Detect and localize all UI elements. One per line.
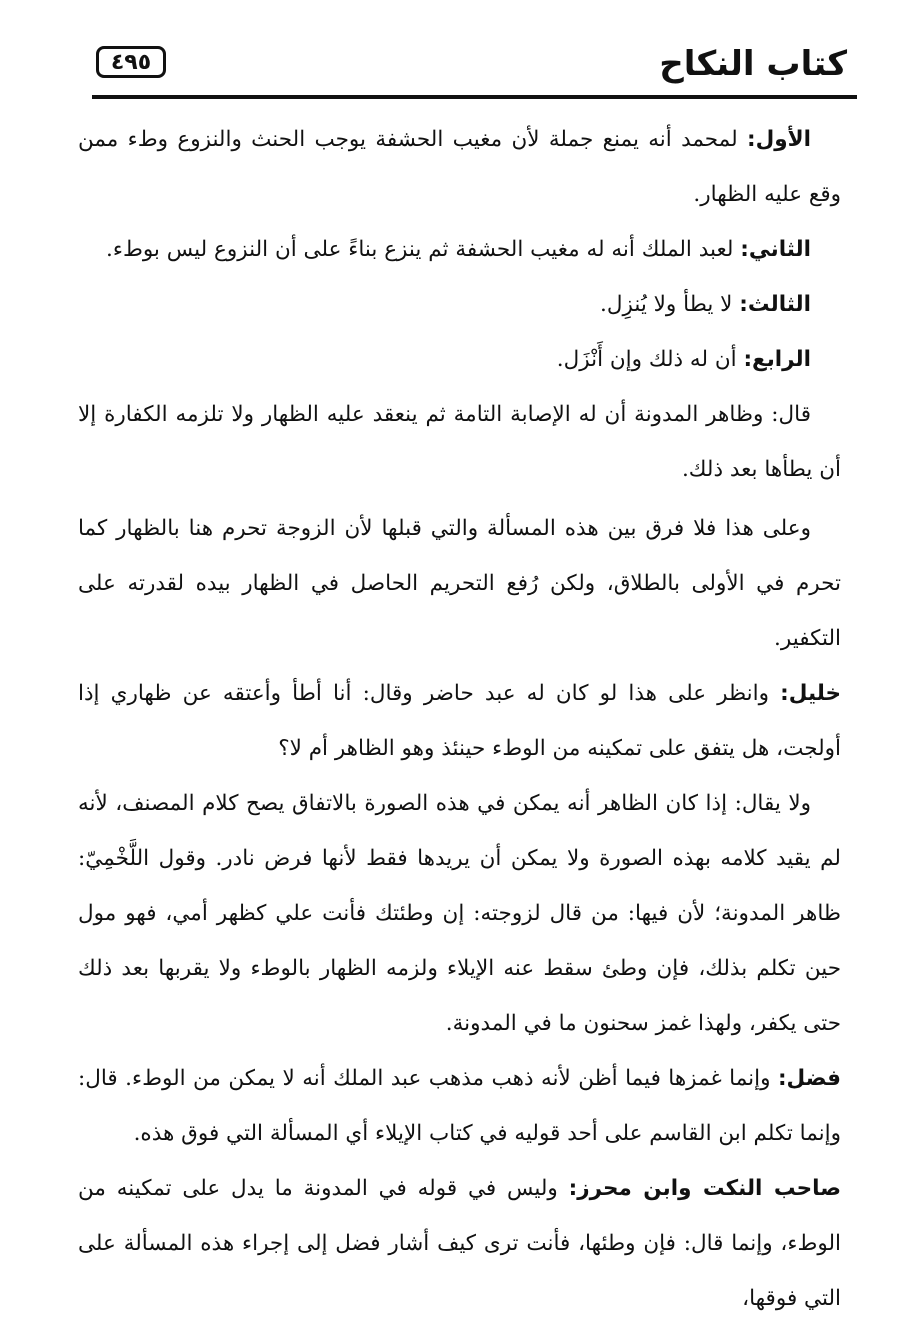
paragraph-term: الثالث: <box>739 292 811 317</box>
page-number-box <box>96 46 166 78</box>
paragraph-text: وانظر على هذا لو كان له عبد حاضر وقال: أنا أطأ وأعتقه عن ظهاري إذا أولجت، هل يتفق على تمكينه من الوطء حينئذ وهو الظاهر أم لا؟ <box>78 681 841 761</box>
paragraph-text: لا يطأ ولا يُنزِل. <box>600 292 740 317</box>
paragraph-objection <box>78 776 841 1051</box>
paragraph-mudawwana <box>78 387 841 497</box>
paragraph-no-difference <box>78 501 841 666</box>
paragraph-nukat <box>78 1161 841 1326</box>
page-number: ٤٩٥ <box>110 50 152 75</box>
paragraph-text: قال: وظاهر المدونة أن له الإصابة التامة ثم ينعقد عليه الظهار ولا تلزمه الكفارة إلا أن يطأها بعد ذلك. <box>78 402 841 482</box>
paragraph-text: وليس في قوله في المدونة ما يدل على تمكينه من الوطء، وإنما قال: فإن وطئها، فأنت ترى كيف أشار فضل إلى إجراء هذه المسألة على التي فوقها، <box>78 1176 841 1311</box>
page-body <box>78 112 841 1326</box>
paragraph-third-opinion <box>78 277 841 332</box>
paragraph-term: صاحب النكت وابن محرز: <box>568 1176 841 1201</box>
page-header <box>92 42 847 96</box>
paragraph-text: لمحمد أنه يمنع جملة لأن مغيب الحشفة يوجب الحنث والنزوع وطء ممن وقع عليه الظهار. <box>78 127 841 207</box>
paragraph-first-opinion <box>78 112 841 222</box>
paragraph-text: ولا يقال: إذا كان الظاهر أنه يمكن في هذه الصورة بالاتفاق يصح كلام المصنف، لأنه لم يقيد كلامه بهذه الصورة ولا يمكن أن يريدها فقط لأنها فرض نادر. وقول اللَّخْمِيّ: ظاهر المدونة؛ لأن فيها: من قال لزوجته: إن وطئتك فأنت علي كظهر أمي، فهو مول حين تكلم بذلك، فإن وطئ سقط عنه الإيلاء ولزمه الظهار بالوطء ولا يقربها بعد ذلك حتى يكفر، ولهذا غمز سحنون ما في المدونة. <box>78 791 841 1036</box>
book-title: كتاب النكاح <box>659 44 847 84</box>
paragraph-text: أن له ذلك وإن أَنْزَل. <box>556 347 744 372</box>
paragraph-term: خليل: <box>780 681 841 706</box>
paragraph-term: الأول: <box>747 127 811 152</box>
paragraph-fourth-opinion <box>78 332 841 387</box>
paragraph-term: الرابع: <box>743 347 811 372</box>
header-rule <box>92 95 857 99</box>
paragraph-fadl <box>78 1051 841 1161</box>
paragraph-term: الثاني: <box>740 237 811 262</box>
paragraph-text: وعلى هذا فلا فرق بين هذه المسألة والتي قبلها لأن الزوجة تحرم هنا بالظهار كما تحرم في الأولى بالطلاق، ولكن رُفع التحريم الحاصل في الظهار بيده لقدرته على التكفير. <box>78 516 841 651</box>
paragraph-text: لعبد الملك أنه له مغيب الحشفة ثم ينزع بناءً على أن النزوع ليس بوطء. <box>106 237 741 262</box>
paragraph-text: وإنما غمزها فيما أظن لأنه ذهب مذهب عبد الملك أنه لا يمكن من الوطء. قال: وإنما تكلم ابن القاسم على أحد قوليه في كتاب الإيلاء أي المسألة التي فوق هذه. <box>78 1066 841 1146</box>
paragraph-khalil <box>78 666 841 776</box>
paragraph-second-opinion <box>78 222 841 277</box>
paragraph-term: فضل: <box>777 1066 841 1091</box>
